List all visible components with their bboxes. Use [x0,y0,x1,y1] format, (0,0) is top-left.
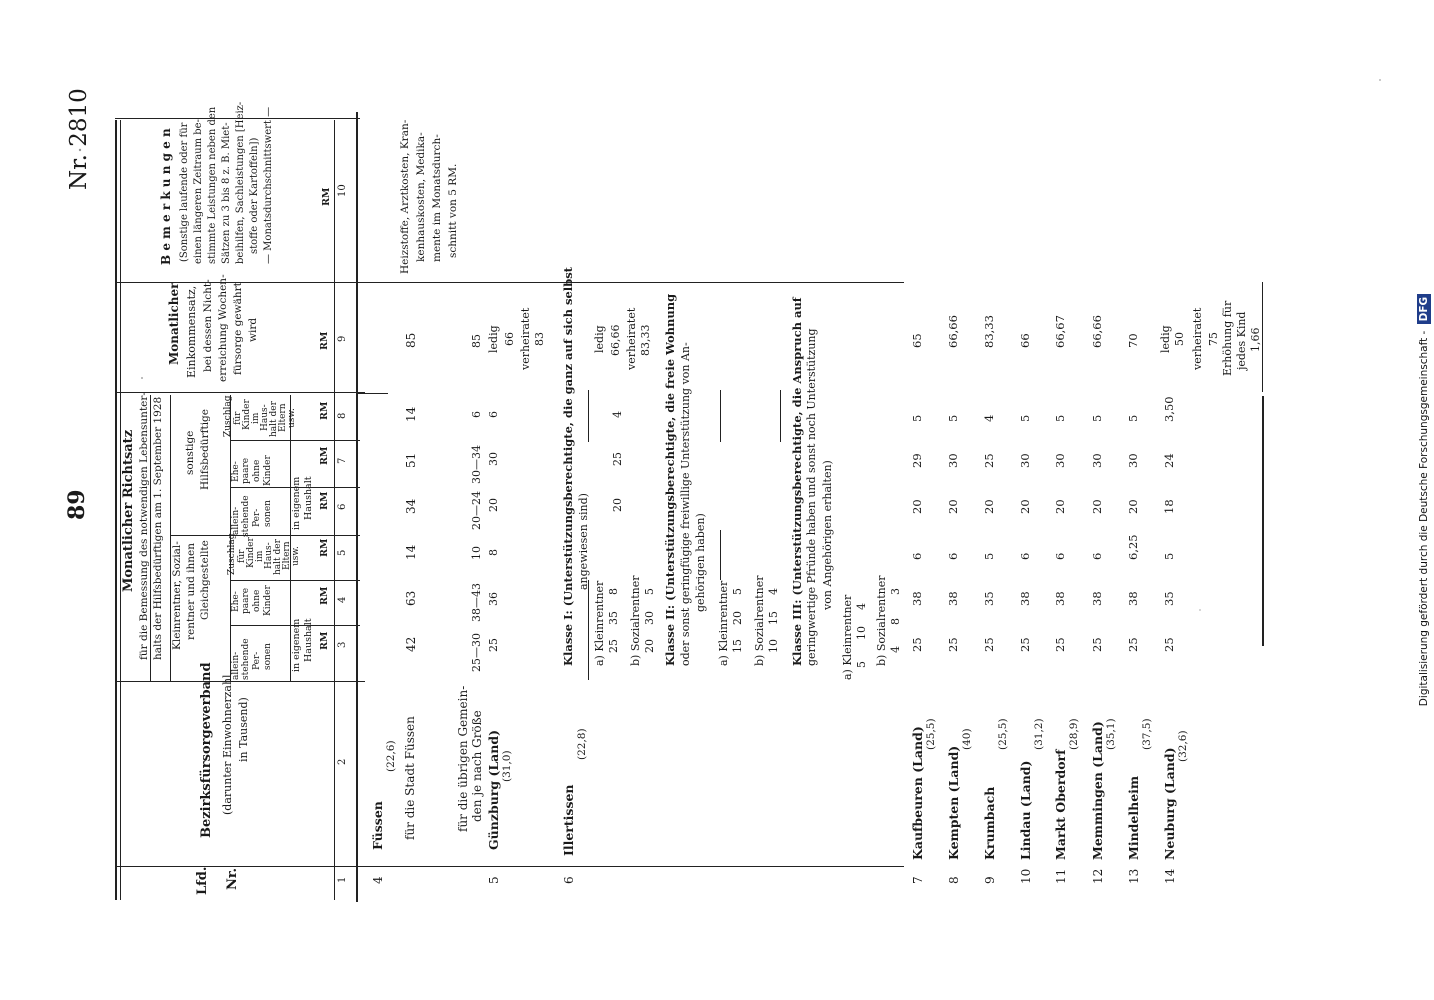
row6-name: Illertissen [561,784,576,856]
row5-c6b: 20 [487,498,500,512]
row10-c9: 66 [1018,333,1032,348]
row6-k3a: a) Kleinrentner [841,594,854,680]
row14-c7: 24 [1162,453,1176,468]
header-group1-l1: Kleinrentner, Sozial- [171,541,183,650]
row13-c3: 25 [1126,637,1140,652]
frame-body-bottom [1262,396,1264,646]
row5-c7a: 30—34 [470,445,483,484]
header-richtsatz-sub1: für die Bemessung des notwendigen Lebensunter- [138,392,150,660]
header-col9-l4: erreichung Wochen- [217,274,229,382]
row11-c5: 6 [1053,552,1067,560]
row6-k3a-v1: 5 [855,661,868,668]
row4a-c6: 34 [404,498,418,514]
row9-c4: 35 [982,591,996,606]
row9-c6: 20 [982,499,996,514]
in-eigenem-a: in eigenem [291,618,302,672]
frame-sub-split-4 [230,440,360,441]
colnum-9: 9 [337,335,348,342]
row6-k2b-v1: 10 [767,639,780,653]
colnum-4: 4 [337,596,348,603]
row6-k1a-v3: 8 [607,588,620,595]
row7-c4: 38 [910,591,924,606]
row14-c9-3: verheiratet [1191,307,1204,370]
row12-c4: 38 [1090,591,1104,606]
sub2-ehe-d: Kinder [263,455,273,486]
row10-pop: (31,2) [1033,718,1045,750]
row11-pop: (28,9) [1068,718,1080,750]
sub-allein-a: allein- [231,651,241,680]
page-number: 89 [64,489,90,520]
header-richtsatz-title: Monatlicher Richtsatz [121,429,136,592]
row6-k1a-v2: 35 [607,611,620,625]
row6-k2a-v3: 5 [731,588,744,595]
row4a-remark-3: mente im Monatsdurch- [431,134,443,262]
row12-c6: 20 [1090,499,1104,514]
frame-klasse2-sub [720,390,721,442]
row8-nr: 8 [947,876,961,884]
header-col10-l3: stimmte Leistungen neben den [207,106,218,264]
row8-c5: 6 [946,552,960,560]
row6-k3b-v3: 3 [889,588,902,595]
row14-c9-6: jedes Kind [1235,311,1248,370]
row7-c7: 29 [910,453,924,468]
sub2-ehe-b: paare [241,457,251,484]
row6-k3-l1: Klasse III: (Unterstützungsberechtigte, die Anspruch auf [790,297,804,666]
sub-zus-d: im [255,550,265,562]
row6-k2b-v3: 4 [767,588,780,595]
frame-body-col8-9-a [356,393,388,394]
row14-c3: 25 [1162,637,1176,652]
row6-k1b-v3: 5 [643,588,656,595]
watermark-text [1414,8,1434,992]
header-col9-l1: Monatlicher [167,282,181,365]
sub2-ehe-a: Ehe- [231,461,241,482]
frame-col8-9 [115,392,365,393]
row13-c4: 38 [1126,591,1140,606]
sub2-allein-c: Per- [252,508,262,527]
row13-c7: 30 [1126,453,1140,468]
row7-nr: 7 [911,876,925,884]
row6-k1-c9-4: 83,33 [639,324,652,356]
row5-c4a: 38—43 [470,583,483,622]
row6-k2-l2: oder sonst geringfügige freiwillige Unterstützung von An- [679,342,692,666]
row5-c3a: 25—30 [470,633,483,672]
row14-c4: 35 [1162,591,1176,606]
colnum-5: 5 [337,549,348,556]
row5-c9b-4: 83 [533,332,546,346]
header-group1-l3: Gleichgestellte [199,540,211,620]
colnum-8: 8 [337,412,348,419]
row5-c9b-3: verheiratet [519,307,532,370]
row8-c6: 20 [946,499,960,514]
row5-pop: (31,0) [501,750,513,782]
header-lfd: Lfd. [195,866,210,895]
sub-zus-f: halt der [273,539,283,575]
row9-c5: 5 [982,552,996,560]
row6-k1-other-2: 25 [611,452,624,466]
row14-c9-4: 75 [1207,332,1220,346]
header-col10-l1: (Sonstige laufende oder für [179,122,190,262]
row6-k1-c9-3: verheiratet [625,307,638,370]
row7-c3: 25 [910,637,924,652]
sub-zus-c: Kinder [246,537,256,568]
row9-c7: 25 [982,453,996,468]
frame-body-col9-10 [356,282,904,283]
row9-c9: 83,33 [982,315,996,348]
row6-k1-l2: angewiesen sind) [577,493,590,590]
row5-c6a: 20—24 [470,491,483,530]
frame-sub-split-2 [230,580,360,581]
sub2-allein-b: stehende [241,495,251,537]
row5-c8a: 6 [470,411,483,418]
row6-k1-c9-2: 66,66 [609,324,622,356]
row11-c7: 30 [1053,453,1067,468]
header-col9-l3: bei dessen Nicht- [202,279,214,372]
unit-rm-10: RM [321,187,332,206]
row8-c4: 38 [946,591,960,606]
frame-bottom-col-rule [1262,282,1263,392]
row5-c3b: 25 [487,638,500,652]
colnum-10: 10 [337,184,348,197]
row9-nr: 9 [983,876,997,884]
row6-k2a-v2: 20 [731,611,744,625]
sub2-zus-a: Zuschlag [223,395,233,437]
row14-c9-2: 50 [1173,332,1186,346]
sub2-zus-b: für [233,411,243,425]
row14-name: Neuburg (Land) [1162,747,1177,860]
row9-pop: (25,5) [997,718,1009,750]
header-group2-l1: sonstige [184,430,196,475]
row6-k2a-v1: 15 [731,639,744,653]
sub-zus-g: Eltern [282,541,292,570]
row7-c5: 6 [910,552,924,560]
row5-name3: Günzburg (Land) [486,729,501,850]
row11-nr: 11 [1054,868,1068,884]
row9-c8: 4 [982,414,996,422]
row6-k2b-v2: 15 [767,611,780,625]
frame-header-bottom [356,112,358,902]
row13-c5: 6,25 [1126,534,1140,560]
frame-group-split [170,535,360,536]
header-group1-l2: rentner und ihnen [185,543,197,640]
row10-c8: 5 [1018,414,1032,422]
row8-name: Kempten (Land) [946,745,961,860]
unit-rm-9: RM [319,331,330,350]
row4a-c5: 14 [404,544,418,560]
row13-c9: 70 [1126,333,1140,348]
frame-klasse1-sub [588,580,589,680]
header-richtsatz-sub2: halts der Hilfsbedürftigen am 1. September 1928 [152,396,164,660]
row6-k1a: a) Kleinrentner [593,580,606,666]
unit-rm-4: RM [319,586,330,605]
row10-name: Lindau (Land) [1018,760,1033,860]
row14-c9-7: 1,66 [1249,327,1262,352]
row5-name2: den je nach Größe [470,710,484,822]
row10-c5: 6 [1018,552,1032,560]
colnum-7: 7 [337,457,348,464]
row6-k1b-v2: 30 [643,611,656,625]
sub2-zus-h: usw. [287,408,297,428]
row12-c9: 66,66 [1090,315,1104,348]
colnum-1: 1 [337,876,348,883]
sub2-zus-c: Kinder [242,399,252,430]
header-col10-l4: Sätzen zu 3 bis 8 z. B. Miet- [221,122,232,264]
frame-row-1-2 [115,866,365,867]
row10-c4: 38 [1018,591,1032,606]
row4a-remark-4: schnitt von 5 RM. [447,163,459,258]
document-number: Nr. 2810 [66,88,92,190]
row5-name1: für die übrigen Gemein- [456,685,470,832]
dfg-logo-badge: DFG [1417,294,1431,325]
sub-allein-d: sonen [263,643,273,670]
row14-c9-5: Erhöhung für [1221,300,1234,376]
row5-c5a: 10 [470,546,483,560]
colnum-2: 2 [337,758,348,765]
sub-zus-a: Zuschlag [227,533,237,575]
row12-nr: 12 [1091,868,1105,884]
row6-k2a: a) Kleinrentner [717,580,730,666]
row6-k3b: b) Sozialrentner [875,575,888,666]
row6-k1a-v1: 25 [607,639,620,653]
row7-c9: 65 [910,333,924,348]
sub2-allein-d: sonen [263,500,273,527]
sub-ehe-c: ohne [252,589,262,612]
row6-k3a-v2: 10 [855,626,868,640]
row13-nr: 13 [1127,868,1141,884]
row8-c9: 66,66 [946,315,960,348]
header-col10-l7: — Monatsdurchschnittswert — [263,106,274,264]
row12-pop: (35,1) [1105,718,1117,750]
row6-k1-c9-1: ledig [593,325,606,353]
row6-pop: (22,8) [576,728,588,760]
frame-richtsatz-inner [150,395,151,682]
row4a-remark-1: Heizstoffe, Arztkosten, Kran- [399,119,411,274]
row5-c4b: 36 [487,592,500,606]
row10-nr: 10 [1019,868,1033,884]
row14-c8: 3,50 [1162,396,1176,422]
header-col9-l6: wird [247,317,259,342]
header-col10-l6: stoffe oder Kartoffeln]) [249,137,260,254]
row4a-c7: 51 [404,452,418,468]
row9-c3: 25 [982,637,996,652]
row6-nr: 6 [562,876,576,884]
row8-pop: (40) [961,728,973,750]
row5-c9a: 85 [470,334,483,348]
row5-nr: 5 [487,876,501,884]
row12-c8: 5 [1090,414,1104,422]
frame-klasse1-sub-b [588,390,589,442]
row5-c8b: 6 [487,411,500,418]
sub2-zus-d: im [251,412,261,424]
row10-c6: 20 [1018,499,1032,514]
watermark-label: Digitalisierung gefördert durch die Deutsche Forschungsgemeinschaft - [1418,330,1430,707]
unit-rm-6: RM [319,491,330,510]
in-eigenem2-b: Haushalt [303,476,314,520]
sub-zus-b: für [237,549,247,563]
row12-name: Memmingen (Land) [1090,721,1105,860]
row14-pop: (32,6) [1177,730,1189,762]
frame-colnum-rule-a [334,120,335,900]
row11-c6: 20 [1053,499,1067,514]
sub-ehe-a: Ehe- [231,591,241,612]
sub2-zus-g: Eltern [278,403,288,432]
header-bezirk-title: Bezirksfürsorgeverband [199,662,214,838]
row11-c9: 66,67 [1053,315,1067,348]
row6-k2b: b) Sozialrentner [753,575,766,666]
colnum-6: 6 [337,503,348,510]
header-col10-l2: einen längeren Zeitraum be- [193,119,204,264]
row10-c3: 25 [1018,637,1032,652]
unit-rm-5: RM [319,538,330,557]
header-col9-l5: fürsorge gewährt [232,282,244,375]
sub-ehe-b: paare [241,587,251,614]
frame-row-col2-3 [115,681,365,682]
row4a-remark-2: kenhauskosten, Medika- [415,132,427,262]
row13-c6: 20 [1126,499,1140,514]
row13-c8: 5 [1126,414,1140,422]
frame-left-double-1 [115,120,117,900]
row4-pop: (22,6) [385,740,397,772]
row13-name: Mindelheim [1126,775,1141,860]
colnum-3: 3 [337,641,348,648]
row6-k2-l3: gehörigen haben) [694,513,707,612]
frame-klasse2-sub-b [720,530,721,580]
row5-c7b: 30 [487,452,500,466]
row14-c5: 5 [1162,552,1176,560]
row4a-c4: 63 [404,590,418,606]
row12-c7: 30 [1090,453,1104,468]
row6-k3-l3: von Angehörigen erhalten) [821,460,834,610]
sub-zus-e: Haus- [264,542,274,569]
row5-c9b-2: 66 [503,332,516,346]
row14-c9-1: ledig [1159,325,1172,353]
row4a-c8: 14 [404,406,418,422]
dfg-watermark [1414,8,1434,992]
sub2-zus-f: halt der [269,401,279,437]
row6-k1-other-3: 4 [611,411,624,418]
in-eigenem2-a: in eigenem [291,476,302,530]
row7-c6: 20 [910,499,924,514]
frame-body-col1-2 [356,866,904,867]
header-nr: Nr. [225,867,240,890]
row4a-name: für die Stadt Füssen [403,716,417,840]
row7-c8: 5 [910,414,924,422]
header-col10-l5: beihilfen, Sachleistungen [Heiz- [235,101,246,264]
row6-k1b-v1: 20 [643,639,656,653]
row6-k2-l1: Klasse II: (Unterstützungsberechtigte, die freie Wohnung [663,293,677,666]
unit-rm-3: RM [319,631,330,650]
frame-klasse3-sub [780,390,781,442]
row7-name: Kaufbeuren (Land) [910,726,925,860]
row9-name: Krumbach [982,786,997,860]
row10-c7: 30 [1018,453,1032,468]
unit-rm-7: RM [319,446,330,465]
sub-allein-c: Per- [252,651,262,670]
row6-k1-l1: Klasse I: (Unterstützungsberechtigte, die ganz auf sich selbst [561,267,575,666]
row8-c7: 30 [946,453,960,468]
row12-c3: 25 [1090,637,1104,652]
row6-k1-other-1: 20 [611,498,624,512]
row4a-c3: 42 [404,636,418,652]
row5-c9b-1: ledig [487,325,500,353]
unit-rm-8: RM [319,401,330,420]
row14-nr: 14 [1163,868,1177,884]
sub-allein-b: stehende [241,638,251,680]
sub2-ehe-c: ohne [252,459,262,482]
row5-c5b: 8 [487,549,500,556]
sub2-zus-e: Haus- [260,404,270,431]
header-bezirk-sub1: (darunter Einwohnerzahl [221,674,234,815]
row6-k3b-v2: 8 [889,618,902,625]
row11-c4: 38 [1053,591,1067,606]
row6-k1b: b) Sozialrentner [629,575,642,666]
row11-c8: 5 [1053,414,1067,422]
row12-c5: 6 [1090,552,1104,560]
row4-name: Füssen [370,801,385,850]
row6-k3-l2: geringwertige Pfründe haben und sonst noch Unterstützung [805,328,818,666]
sub-zus-h: usw. [291,546,301,566]
row11-c3: 25 [1053,637,1067,652]
row7-pop: (25,5) [925,718,937,750]
sub-ehe-d: Kinder [263,585,273,616]
row8-c8: 5 [946,414,960,422]
row11-name: Markt Oberdorf [1053,749,1068,860]
header-col10-title: B e m e r k u n g e n [159,128,173,265]
row6-k3a-v3: 4 [855,603,868,610]
row6-k3b-v1: 4 [889,646,902,653]
header-bezirk-sub2: in Tausend) [237,697,250,762]
row14-c6: 18 [1162,499,1176,514]
row8-c3: 25 [946,637,960,652]
row4a-c9: 85 [404,332,418,348]
header-group2-l2: Hilfsbedürftige [199,409,211,490]
row13-pop: (37,5) [1141,718,1153,750]
row4-nr: 4 [371,876,385,884]
in-eigenem-b: Haushalt [303,618,314,662]
header-col9-l2: Einkommensatz, [185,285,198,378]
sub2-allein-a: allein- [231,506,241,535]
